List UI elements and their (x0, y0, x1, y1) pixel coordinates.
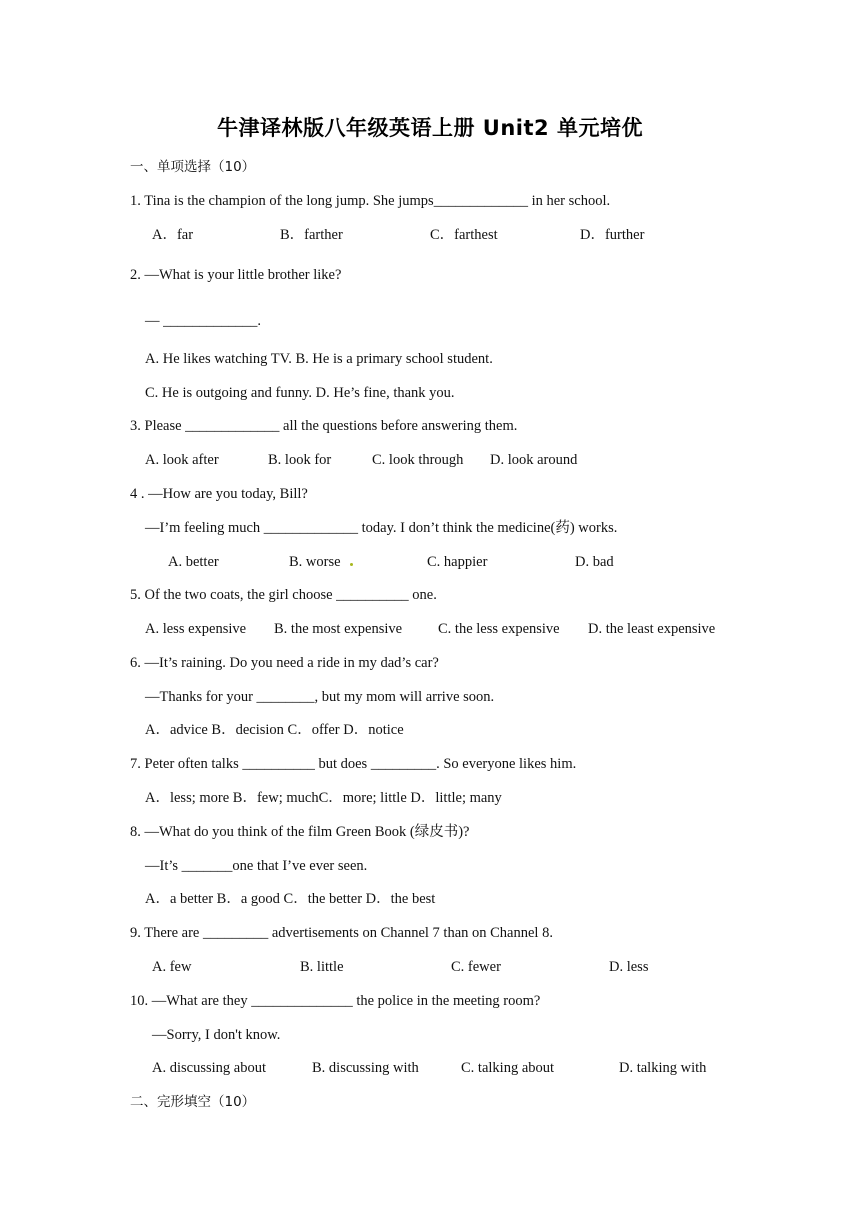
stray-dot-mark (350, 563, 353, 566)
q10-option-c: C. talking about (461, 1060, 555, 1076)
q9-option-b: B. little (300, 959, 344, 975)
question-10-reply: —Sorry, I don't know. (152, 1027, 281, 1043)
q1-option-d: D．further (580, 227, 645, 243)
q6-options-line: A．advice B．decision C．offer D．notice (145, 722, 404, 738)
q10-option-a: A. discussing about (152, 1060, 266, 1076)
question-8-reply: —It’s _______one that I’ve ever seen. (145, 858, 368, 874)
q10-option-b: B. discussing with (312, 1060, 419, 1076)
q4-option-c: C. happier (427, 554, 488, 570)
q9-option-c: C. fewer (451, 959, 501, 975)
q1-option-c: C．farthest (430, 227, 498, 243)
section-heading-cloze: 二、完形填空（10） (130, 1094, 256, 1110)
section-heading-multiple-choice: 一、单项选择（10） (130, 159, 256, 175)
page-title: 牛津译林版八年级英语上册 Unit2 单元培优 (217, 116, 643, 140)
q8-options-line: A．a better B．a good C．the better D．the best (145, 891, 436, 907)
q5-option-b: B. the most expensive (274, 621, 403, 637)
q9-option-a: A. few (152, 959, 192, 975)
question-2-reply: — _____________. (145, 313, 261, 329)
q7-options-line: A．less; more B．few; muchC．more; little D．little; many (145, 790, 502, 806)
question-7-stem: 7. Peter often talks __________ but does _________. So everyone likes him. (130, 756, 577, 772)
q3-option-a: A. look after (145, 452, 219, 468)
q5-option-a: A. less expensive (145, 621, 247, 637)
q4-option-d: D. bad (575, 554, 614, 570)
q1-option-b: B．farther (280, 227, 343, 243)
q5-option-d: D. the least expensive (588, 621, 716, 637)
q4-option-a: A. better (168, 554, 219, 570)
question-1-stem: 1. Tina is the champion of the long jump. She jumps_____________ in her school. (130, 193, 611, 209)
q4-option-b: B. worse (289, 554, 341, 570)
q3-option-d: D. look around (490, 452, 578, 468)
question-8-stem: 8. —What do you think of the film Green Book (绿皮书)? (130, 824, 470, 840)
question-6-reply: —Thanks for your ________, but my mom will arrive soon. (145, 689, 495, 705)
question-5-stem: 5. Of the two coats, the girl choose __________ one. (130, 587, 437, 603)
q10-option-d: D. talking with (619, 1060, 707, 1076)
question-2-stem: 2. —What is your little brother like? (130, 267, 342, 283)
question-4-stem: 4 . —How are you today, Bill? (130, 486, 308, 502)
question-4-reply: —I’m feeling much _____________ today. I don’t think the medicine(药) works. (145, 520, 618, 536)
q2-options-line-2: C. He is outgoing and funny. D. He’s fine, thank you. (145, 385, 455, 401)
question-9-stem: 9. There are _________ advertisements on Channel 7 than on Channel 8. (130, 925, 553, 941)
q2-options-line-1: A. He likes watching TV. B. He is a primary school student. (145, 351, 493, 367)
question-10-stem: 10. —What are they ______________ the police in the meeting room? (130, 993, 541, 1009)
question-6-stem: 6. —It’s raining. Do you need a ride in my dad’s car? (130, 655, 439, 671)
q1-option-a: A．far (152, 227, 194, 243)
q5-option-c: C. the less expensive (438, 621, 560, 637)
q3-option-c: C. look through (372, 452, 464, 468)
q9-option-d: D. less (609, 959, 649, 975)
question-3-stem: 3. Please _____________ all the questions before answering them. (130, 418, 518, 434)
q3-option-b: B. look for (268, 452, 332, 468)
